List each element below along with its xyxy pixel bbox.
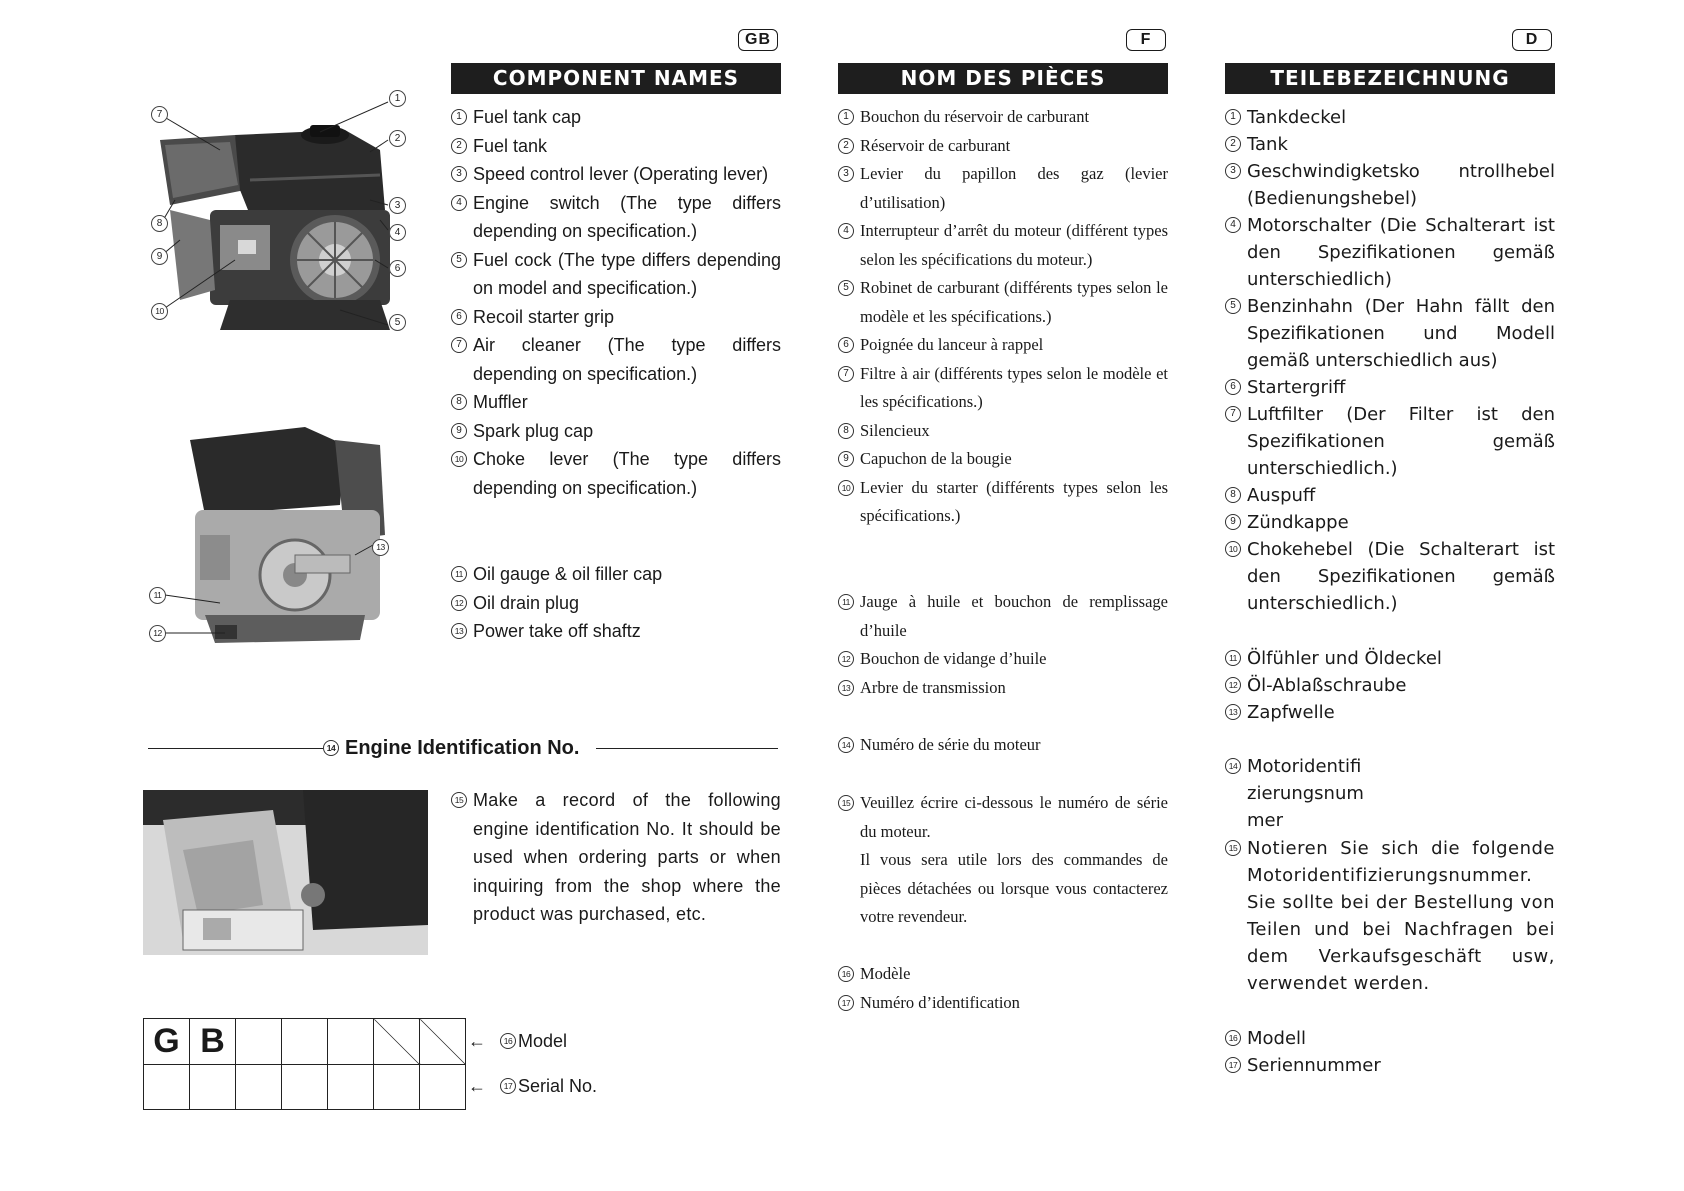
list-item: 8 Silencieux [838, 417, 1168, 446]
model-label: ← 16 Model [468, 1031, 568, 1051]
list-item: 3 Levier du papillon des gaz (levier d’utilisation) [838, 160, 1168, 217]
list-item: 7 Filtre à air (différents types selon le modèle et les spécifications.) [838, 360, 1168, 417]
gb-component-list-2 [451, 560, 781, 646]
list-item: 12 Öl-Ablaßschraube [1225, 672, 1555, 699]
list-item: 10 Choke lever (The type differs depending on specification.) [451, 445, 781, 502]
callout-5: 5 [389, 314, 406, 331]
list-item: 10 Chokehebel (Die Schalterart ist den Spezifikationen gemäß unterschiedlich.) [1225, 536, 1555, 617]
list-item: 5 Robinet de carburant (différents types selon le modèle et les spécifications.) [838, 274, 1168, 331]
gb-component-list [451, 103, 781, 502]
engine-figure-bottom [145, 415, 420, 655]
list-item: 13 Zapfwelle [1225, 699, 1555, 726]
list-item: 1 Fuel tank cap [451, 103, 781, 132]
section-header-gb: COMPONENT NAMES [451, 63, 781, 94]
f-model-serial: 16 Modèle 17 Numéro d’identification [838, 960, 1168, 1017]
grid-letter-b: B [190, 1019, 236, 1065]
list-item: 1 Bouchon du réservoir de carburant [838, 103, 1168, 132]
engine-id-heading: 14 Engine Identification No. [148, 733, 778, 763]
serial-cell[interactable] [374, 1065, 420, 1110]
f-component-list-2 [838, 588, 1168, 702]
heading-rule-right [596, 748, 778, 749]
list-item: 6 Startergriff [1225, 374, 1555, 401]
d-model-serial: 16 Modell 17 Seriennummer [1225, 1025, 1555, 1079]
engine-figure-top [140, 90, 420, 350]
list-item: 8 Muffler [451, 388, 781, 417]
list-item: 12 Oil drain plug [451, 589, 781, 618]
f-component-list [838, 103, 1168, 531]
model-cell[interactable] [282, 1019, 328, 1065]
list-item: 9 Capuchon de la bougie [838, 445, 1168, 474]
serial-cell[interactable] [420, 1065, 466, 1110]
list-item: 13 Power take off shaftz [451, 617, 781, 646]
list-item: 5 Benzinhahn (Der Hahn fällt den Spezifikationen und Modell gemäß unterschiedlich aus) [1225, 293, 1555, 374]
f-record-instruction: 15 Veuillez écrire ci-dessous le numéro de série du moteur. Il vous sera utile lors des commandes de pièces détachées ou lorsque vous contacterez votre revendeur. [838, 789, 1168, 932]
d-component-list [1225, 104, 1555, 617]
section-header-d: TEILEBEZEICHNUNG [1225, 63, 1555, 94]
serial-cell[interactable] [236, 1065, 282, 1110]
callout-9: 9 [151, 248, 168, 265]
d-record-instruction: 15 Notieren Sie sich die folgende Motoridentifizierungsnummer. Sie sollte bei der Bestellung von Teilen und bei Nachfragen bei dem Verkaufsgeschäft usw, verwendet werden. [1225, 835, 1555, 997]
list-item: 10 Levier du starter (différents types selon les spécifications.) [838, 474, 1168, 531]
language-badge-gb: GB [738, 29, 778, 51]
leader-lines-top [140, 90, 420, 350]
callout-11: 11 [149, 587, 166, 604]
d-component-list-2 [1225, 645, 1555, 726]
list-item: 4 Engine switch (The type differs depending on specification.) [451, 189, 781, 246]
model-cell-struck [374, 1019, 420, 1065]
list-item: 8 Auspuff [1225, 482, 1555, 509]
model-serial-grid [143, 1018, 466, 1110]
serial-cell[interactable] [190, 1065, 236, 1110]
list-item: 3 Geschwindigketsko ntrollhebel (Bedienungshebel) [1225, 158, 1555, 212]
list-item: 7 Luftfilter (Der Filter ist den Spezifikationen gemäß unterschiedlich.) [1225, 401, 1555, 482]
list-item: 11 Oil gauge & oil filler cap [451, 560, 781, 589]
callout-3: 3 [389, 197, 406, 214]
list-item: 7 Air cleaner (The type differs depending on specification.) [451, 331, 781, 388]
list-item: 3 Speed control lever (Operating lever) [451, 160, 781, 189]
serial-cell[interactable] [282, 1065, 328, 1110]
section-header-f: NOM DES PIÈCES [838, 63, 1168, 94]
callout-1: 1 [389, 90, 406, 107]
gb-record-instruction: 15 Make a record of the following engine identification No. It should be used when ordering parts or when inquiring from the shop where the product was purchased, etc. [451, 786, 781, 929]
list-item: 12 Bouchon de vidange d’huile [838, 645, 1168, 674]
heading-rule-left [148, 748, 323, 749]
list-item: 9 Zündkappe [1225, 509, 1555, 536]
callout-13: 13 [372, 539, 389, 556]
list-item: 11 Ölfühler und Öldeckel [1225, 645, 1555, 672]
serial-cell[interactable] [328, 1065, 374, 1110]
callout-10: 10 [151, 303, 168, 320]
grid-letter-g: G [144, 1019, 190, 1065]
list-item: 2 Réservoir de carburant [838, 132, 1168, 161]
list-item: 6 Poignée du lanceur à rappel [838, 331, 1168, 360]
list-item: 5 Fuel cock (The type differs depending on model and specification.) [451, 246, 781, 303]
engine-plate-photo [143, 790, 428, 955]
callout-12: 12 [149, 625, 166, 642]
callout-6: 6 [389, 260, 406, 277]
callout-7: 7 [151, 106, 168, 123]
arrow-left-icon: ← [468, 1031, 486, 1051]
list-item: 13 Arbre de transmission [838, 674, 1168, 703]
list-item: 6 Recoil starter grip [451, 303, 781, 332]
engine-bottom-drawing [145, 415, 420, 655]
list-item: 9 Spark plug cap [451, 417, 781, 446]
model-cell-struck [420, 1019, 466, 1065]
serial-cell[interactable] [144, 1065, 190, 1110]
model-cell[interactable] [328, 1019, 374, 1065]
callout-4: 4 [389, 224, 406, 241]
language-badge-f: F [1126, 29, 1166, 51]
callout-2: 2 [389, 130, 406, 147]
language-badge-d: D [1512, 29, 1552, 51]
callout-8: 8 [151, 215, 168, 232]
model-cell[interactable] [236, 1019, 282, 1065]
list-item: 11 Jauge à huile et bouchon de remplissage d’huile [838, 588, 1168, 645]
d-engine-id: 14 Motoridentifizierungsnummer [1225, 753, 1555, 834]
list-item: 4 Interrupteur d’arrêt du moteur (différent types selon les spécifications du moteur.) [838, 217, 1168, 274]
list-item: 2 Fuel tank [451, 132, 781, 161]
arrow-left-icon: ← [468, 1076, 486, 1096]
serial-label: ← 17 Serial No. [468, 1076, 598, 1096]
list-item: 4 Motorschalter (Die Schalterart ist den Spezifikationen gemäß unterschiedlich) [1225, 212, 1555, 293]
list-item: 1 Tankdeckel [1225, 104, 1555, 131]
engine-id-heading-text: Engine Identification No. [345, 737, 580, 759]
list-item: 2 Tank [1225, 131, 1555, 158]
f-engine-id: 14 Numéro de série du moteur [838, 731, 1168, 760]
